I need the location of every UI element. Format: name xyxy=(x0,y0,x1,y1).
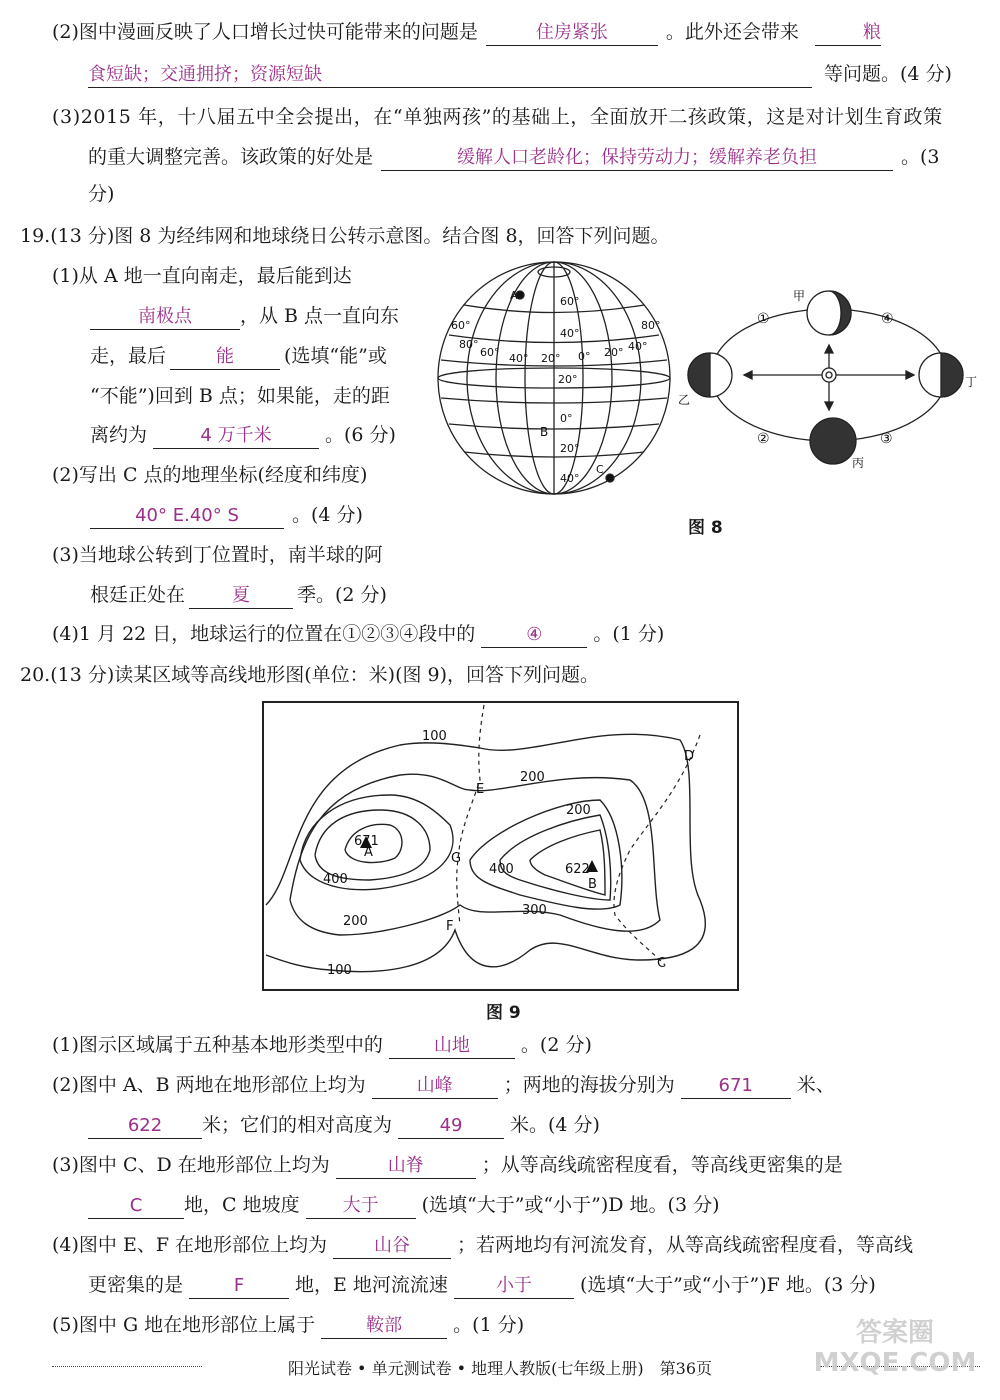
peak-elevation-B: 622 xyxy=(565,862,590,877)
q18-part3-line1: (3)2015 年，十八届五中全会提出，在“单独两孩”的基础上，全面放开二孩政策，这是对计划生育政策 xyxy=(52,106,943,128)
q20-part2-line1: (2)图中 A、B 两地在地形部位上均为 山峰 ；两地的海拔分别为 671 米、 xyxy=(52,1071,835,1099)
answer-blank: 小于 xyxy=(454,1274,574,1299)
lat-label: 0° xyxy=(560,412,573,425)
answer-blank: 住房紧张 xyxy=(486,21,658,46)
q19-part3-line2: 根廷正处在 夏 季。(2 分) xyxy=(90,581,387,609)
q18-part2-line1: (2)图中漫画反映了人口增长过快可能带来的问题是 住房紧张 。此外还会带来 粮 xyxy=(52,18,881,46)
q18-part2-line2: 食短缺；交通拥挤；资源短缺 等问题。(4 分) xyxy=(88,60,952,88)
lon-label: 40° xyxy=(509,352,529,365)
q20-part3-line1: (3)图中 C、D 在地形部位上均为 山脊 ；从等高线疏密程度看，等高线更密集的是 xyxy=(52,1151,843,1179)
point-label-D: D xyxy=(684,749,695,764)
orbit-segment-2: ② xyxy=(757,431,770,447)
answer-blank: ④ xyxy=(481,623,587,648)
point-label-E: E xyxy=(476,782,485,797)
contour-label: 200 xyxy=(520,770,545,785)
answer-blank: 山峰 xyxy=(372,1074,498,1099)
lon-label: 20° xyxy=(541,352,561,365)
answer-blank: 40° E.40° S xyxy=(90,504,284,529)
q19-part2-line1: (2)写出 C 点的地理坐标(经度和纬度) xyxy=(52,464,368,486)
q20-part2-line2: 622 米；它们的相对高度为 49 米。(4 分) xyxy=(88,1111,600,1139)
orbit-label-jia: 甲 xyxy=(793,289,806,303)
answer-blank: 鞍部 xyxy=(321,1314,447,1339)
q19-part1-line3: 走，最后 能 (选填“能”或 xyxy=(90,342,387,370)
q20-part4-line1: (4)图中 E、F 在地形部位上均为 山谷 ；若两地均有河流发育，从等高线疏密程度看，等高线 xyxy=(52,1231,913,1259)
globe-label-A: A xyxy=(510,289,518,302)
contour-label: 100 xyxy=(327,963,352,978)
globe-label-C: C xyxy=(596,463,604,476)
answer-blank: 4 万千米 xyxy=(153,424,319,449)
lon-label: 60° xyxy=(451,319,471,332)
figure-9-caption: 图 9 xyxy=(486,1003,521,1023)
q19-part1-line5: 离约为 4 万千米 。(6 分) xyxy=(90,421,396,449)
contour-label: 100 xyxy=(422,729,447,744)
lat-label: 40° xyxy=(560,327,580,340)
orbit xyxy=(688,291,963,464)
answer-blank: 大于 xyxy=(306,1194,416,1219)
contour-label: 200 xyxy=(343,914,368,929)
answer-blank: 622 xyxy=(88,1114,202,1139)
figure-8 xyxy=(428,252,988,514)
lon-label: 80° xyxy=(459,338,479,351)
answer-blank: 671 xyxy=(681,1074,791,1099)
point-label-G: G xyxy=(451,851,462,866)
contour-label: 200 xyxy=(566,803,591,818)
orbit-segment-3: ③ xyxy=(880,431,893,447)
q19-title: 19.(13 分)图 8 为经纬网和地球绕日公转示意图。结合图 8，回答下列问题。 xyxy=(20,225,670,247)
answer-blank: 粮 xyxy=(815,21,881,46)
q19-part4: (4)1 月 22 日，地球运行的位置在①②③④段中的 ④ 。(1 分) xyxy=(52,620,664,648)
q19-part1-line1: (1)从 A 地一直向南走，最后能到达 xyxy=(52,265,352,287)
answer-blank: 南极点 xyxy=(90,305,240,330)
orbit-label-bing: 丙 xyxy=(852,456,865,470)
q19-part3-line1: (3)当地球公转到丁位置时，南半球的阿 xyxy=(52,544,383,566)
lat-label: 40° xyxy=(560,472,580,485)
figure-9-contour-map xyxy=(262,700,740,992)
lon-label: 80° xyxy=(641,319,661,332)
lon-label: 60° xyxy=(480,346,500,359)
q20-part1: (1)图示区域属于五种基本地形类型中的 山地 。(2 分) xyxy=(52,1031,592,1059)
answer-blank: 山谷 xyxy=(333,1234,451,1259)
orbit-segment-1: ① xyxy=(757,311,770,327)
answer-blank: 夏 xyxy=(189,584,293,609)
q18-part3-line2: 的重大调整完善。该政策的好处是 缓解人口老龄化；保持劳动力；缓解养老负担 。(3 xyxy=(88,143,940,171)
q20-part5: (5)图中 G 地在地形部位上属于 鞍部 。(1 分) xyxy=(52,1311,524,1339)
lon-label: 20° xyxy=(604,346,624,359)
q19-part1-line2: 南极点 ，从 B 点一直向东 xyxy=(90,302,399,330)
contour-label: 300 xyxy=(522,903,547,918)
figure-8-caption: 图 8 xyxy=(688,518,723,538)
point-label-C: C xyxy=(657,956,667,971)
answer-blank: 山地 xyxy=(389,1034,515,1059)
watermark: 答案圈 MXQE.COM xyxy=(813,1318,977,1378)
answer-blank: 缓解人口老龄化；保持劳动力；缓解养老负担 xyxy=(381,146,893,171)
q20-title: 20.(13 分)读某区域等高线地形图(单位：米)(图 9)，回答下列问题。 xyxy=(20,664,600,686)
q20-part3-line2: C 地，C 地坡度 大于 (选填“大于”或“小于”)D 地。(3 分) xyxy=(88,1191,719,1219)
globe-label-B: B xyxy=(540,425,549,439)
point-label-A: A xyxy=(364,845,373,860)
orbit-segment-4: ④ xyxy=(881,311,894,327)
answer-blank: 山脊 xyxy=(336,1154,476,1179)
point-label-F: F xyxy=(446,919,454,934)
answer-blank: C xyxy=(88,1194,184,1219)
answer-blank: 49 xyxy=(398,1114,504,1139)
orbit-label-ding: 丁 xyxy=(965,375,978,389)
contour-label: 400 xyxy=(323,872,348,887)
answer-blank: 食短缺；交通拥挤；资源短缺 xyxy=(88,63,812,88)
lat-label: 20° xyxy=(560,442,580,455)
globe xyxy=(438,262,670,494)
lat-label: 20° xyxy=(558,373,578,386)
lat-label: 60° xyxy=(560,295,580,308)
footer-text: 阳光试卷 • 单元测试卷 • 地理人教版(七年级上册) 第36页 xyxy=(287,1359,713,1378)
answer-blank: F xyxy=(189,1274,289,1299)
q19-part2-line2: 40° E.40° S 。(4 分) xyxy=(90,501,363,529)
q18-part3-line3: 分) xyxy=(88,183,115,205)
orbit-label-yi: 乙 xyxy=(678,393,691,407)
answer-blank: 能 xyxy=(170,345,280,370)
q19-part1-line4: “不能”)回到 B 点；如果能，走的距 xyxy=(90,385,390,407)
lon-label: 0° xyxy=(578,350,591,363)
peak-elevation-A: 671 xyxy=(354,834,379,849)
contour-label: 400 xyxy=(489,862,514,877)
point-label-B: B xyxy=(588,877,597,892)
q20-part4-line2: 更密集的是 F 地，E 地河流流速 小于 (选填“大于”或“小于”)F 地。(3 分) xyxy=(88,1271,876,1299)
lon-label: 40° xyxy=(628,340,648,353)
